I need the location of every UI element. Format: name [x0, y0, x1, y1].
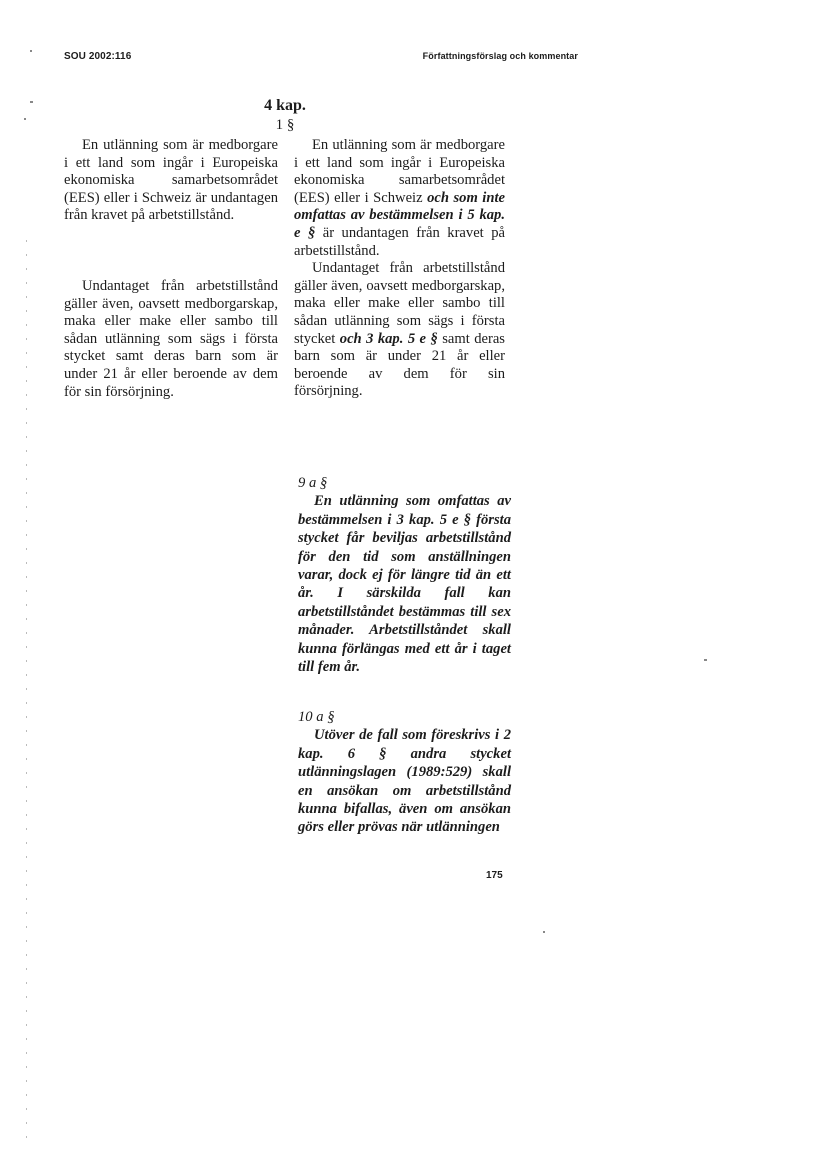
header-report-id: SOU 2002:116	[64, 51, 132, 62]
proposed-p1-text-b: är undantagen från kravet på arbetstillstånd.	[294, 224, 505, 259]
section-9a-body: En utlänning som omfattas av bestämmelsen i 3 kap. 5 e § första stycket får beviljas arbetstillstånd för den tid som anställningen varar, dock ej för längre tid än ett år. I särskilda fall kan arbetstillståndet bestämmas till sex månader. Arbetstillståndet skall kunna förlängas med ett år i taget till fem år.	[298, 493, 511, 676]
section-10a	[298, 708, 511, 837]
current-paragraph-2: Undantaget från arbetstillstånd gäller även, oavsett medborgarskap, maka eller make eller sambo till sådan utlänning som sägs i första stycket samt deras barn som är under 21 år eller beroende av dem för sin försörjning.	[64, 277, 278, 400]
scan-speck	[543, 931, 545, 933]
current-paragraph-1: En utlänning som är medborgare i ett land som ingår i Europeiska ekonomiska samarbetsområdet (EES) eller i Schweiz är undantagen från kravet på arbetstillstånd.	[64, 137, 278, 224]
scan-speck	[30, 101, 33, 103]
current-wording-column	[64, 137, 278, 401]
header-section-title: Författningsförslag och kommentar	[422, 51, 578, 61]
proposed-p2-amendment: och 3 kap. 5 e §	[339, 330, 438, 347]
scan-speck	[704, 659, 707, 661]
proposed-paragraph-1	[294, 137, 505, 260]
paragraph-number: 1 §	[275, 117, 295, 133]
section-10a-body: Utöver de fall som föreskrivs i 2 kap. 6 § andra stycket utlänningslagen (1989:529) skall en ansökan om arbetstillstånd kunna bifallas, även om ansökan görs eller prövas när utlänningen	[298, 727, 511, 836]
page-number: 175	[486, 870, 503, 881]
section-10a-title: 10 a §	[298, 709, 335, 725]
proposed-paragraph-2	[294, 260, 505, 401]
scan-edge-marks	[26, 240, 27, 1140]
proposed-wording-column	[294, 137, 505, 401]
scan-speck	[24, 118, 26, 120]
chapter-title: 4 kap.	[264, 97, 306, 114]
section-9a-title: 9 a §	[298, 475, 328, 491]
proposed-p2-text-a: Undantaget från arbetstillstånd gäller även, oavsett medborgarskap, maka eller make eller sambo till sådan utlänning som sägs i första stycket	[294, 260, 505, 347]
scan-speck	[30, 50, 32, 52]
proposed-p1-text-a: En utlänning som är medborgare i ett land som ingår i Europeiska ekonomiska samarbetsområdet (EES) eller i Schweiz	[294, 137, 505, 206]
section-9a	[298, 474, 511, 676]
proposed-p1-amendment: och som inte omfattas av bestämmelsen i 5 kap. e §	[294, 189, 505, 241]
proposed-p2-text-b: samt deras barn som är under 21 år eller beroende av dem för sin försörjning.	[294, 330, 505, 400]
